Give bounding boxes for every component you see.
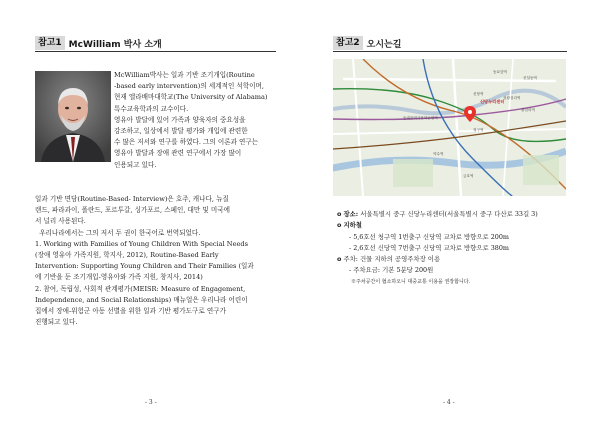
body-line: 1. Working with Families of Young Children With Special Needs xyxy=(35,239,248,248)
bio-line: 인용되고 있다. xyxy=(114,160,157,169)
map-label: 신당역 xyxy=(473,92,484,96)
parking-item xyxy=(337,254,577,265)
body-line: 우리나라에서는 그의 저서 두 권이 한국어로 번역되었다. xyxy=(35,228,201,237)
body-line: 서 널리 사용된다. xyxy=(35,217,86,226)
map-label: 청구역 xyxy=(473,128,484,132)
body-text xyxy=(35,194,275,328)
body-line: 일과 기반 면담(Routine-Based- Interview)은 호주, 캐나다, 뉴질 xyxy=(35,195,229,203)
subway-label: 지하철 xyxy=(343,221,362,230)
bio-line: McWilliam박사는 일과 기반 조기개입(Routine xyxy=(114,71,255,79)
map-label: 신설동역 xyxy=(523,76,537,80)
parking-note: ※주차공간이 협소하오니 대중교통 이용을 권장합니다. xyxy=(351,278,471,285)
header-rule xyxy=(333,51,567,52)
section-title-directions: 오시는길 xyxy=(366,39,402,50)
location-map[interactable] xyxy=(333,59,566,196)
map-label: 상왕십리역 xyxy=(503,96,521,100)
bio-line: -based early intervention)의 세계적인 석학이며, xyxy=(114,82,264,91)
body-line: 에 기반을 둔 조기개입-영유아와 가족 지원, 창지사, 2014) xyxy=(35,273,203,282)
section-header-2 xyxy=(333,36,401,50)
place-item xyxy=(337,209,577,220)
body-line: 2. 참여, 독립성, 사회적 관계평가(MEISR: Measure of Engagement, xyxy=(35,284,246,293)
section-title-mcwilliam: McWilliam 박사 소개 xyxy=(68,39,162,50)
portrait-photo xyxy=(35,71,111,162)
subway-line-6: - 5,6호선 청구역 1번출구 신당역 교차로 방향으로 200m xyxy=(349,232,509,241)
bio-line: 영유아 발달과 장애 관련 연구에서 가장 많이 xyxy=(114,149,242,158)
page-number-right: - 4 - xyxy=(443,399,455,406)
map-label: 약수역 xyxy=(433,152,444,156)
directions-text xyxy=(337,209,577,288)
bio-line: 수 많은 저서와 연구를 하였다. 그의 이론과 연구는 xyxy=(114,138,259,147)
place-value: 서울특별시 중구 신당누리센터(서울특별시 중구 다산로 33길 3) xyxy=(360,210,538,218)
reference-tag-1: 참고1 xyxy=(35,36,65,50)
map-label: 동묘앞역 xyxy=(493,70,507,74)
reference-tag-2: 참고2 xyxy=(333,36,363,50)
body-line: Intervention: Supporting Young Children and Their Families (일과 xyxy=(35,262,254,271)
body-line: (장애 영유아 가족지원, 학지사, 2012), Routine-Based Early xyxy=(35,251,219,260)
bullet-icon: o xyxy=(337,210,342,218)
map-label: 신당누리센터 xyxy=(480,99,505,104)
page-number-left: - 3 - xyxy=(145,399,157,406)
map-label: 왕십리역 xyxy=(521,108,535,112)
subway-line-2: - 2,6호선 신당역 7번출구 신당역 교차로 방향으로 380m xyxy=(349,243,509,252)
bio-text xyxy=(114,70,274,171)
body-line: Independence, and Social Relationships) 매뉴얼은 우리나라 어린이 xyxy=(35,295,248,304)
bio-line: 영유아 발달에 있어 가족과 양육자의 중요성을 xyxy=(114,115,246,124)
parking-text: 주차: 건물 지하의 공영주차장 이용 xyxy=(343,255,441,264)
bullet-icon: o xyxy=(337,255,342,264)
body-line: 랜드, 파라과이, 폴란드, 포르투갈, 싱가포르, 스페인, 대만 및 미국에 xyxy=(35,206,230,215)
bio-line: 강조하고, 일상에서 발달 평가와 개입에 관련한 xyxy=(114,127,248,136)
bio-line: 특수교육학과의 교수이다. xyxy=(114,104,189,113)
section-header-1 xyxy=(35,36,162,50)
body-line: 집에서 장애-위험군 아동 선별을 위한 일과 기반 평가도구로 연구가 xyxy=(35,307,226,316)
place-label: 장소: xyxy=(343,210,359,218)
header-rule xyxy=(35,51,276,52)
map-label: 동대문역사문화공원역 xyxy=(403,116,438,120)
body-line: 진행되고 있다. xyxy=(35,318,78,327)
bullet-icon: o xyxy=(337,221,342,230)
parking-fee: - 주차요금: 기본 5분당 200원 xyxy=(349,266,434,275)
bio-line: 현재 앨라배마대학교(The University of Alabama) xyxy=(114,93,268,102)
subway-item xyxy=(337,220,577,231)
map-label: 금호역 xyxy=(463,174,474,178)
